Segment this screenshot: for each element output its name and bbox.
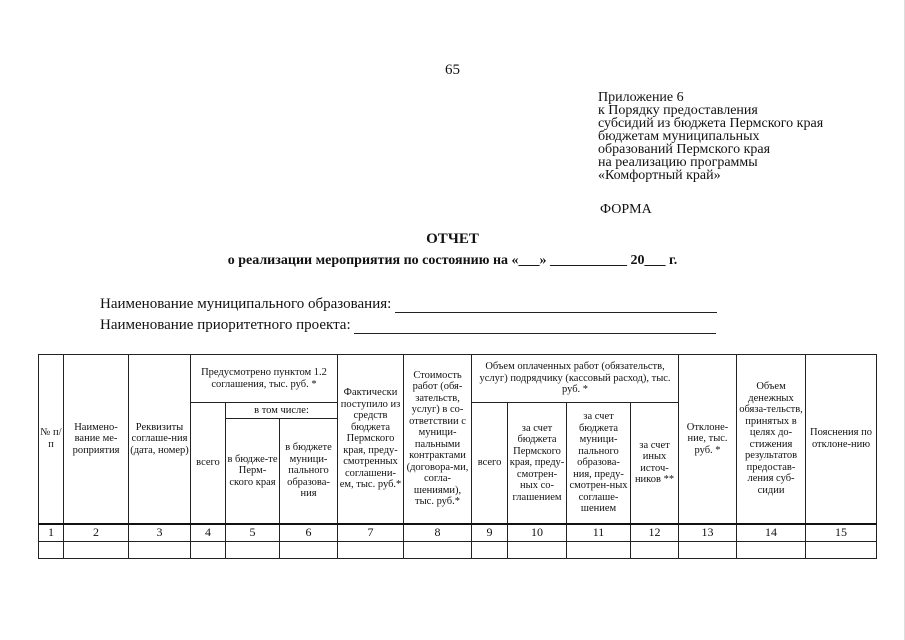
- appendix-block: [598, 91, 823, 182]
- column-number: 13: [679, 524, 737, 542]
- table-cell[interactable]: [404, 541, 472, 558]
- column-number: 10: [508, 524, 567, 542]
- table-cell[interactable]: [39, 541, 64, 558]
- header-name: Наимено-вание ме-роприятия: [64, 355, 129, 524]
- column-number: 8: [404, 524, 472, 542]
- table-cell[interactable]: [226, 541, 280, 558]
- column-numbers-row: [39, 524, 877, 542]
- header-deviation: Отклоне-ние, тыс. руб. *: [679, 355, 737, 524]
- column-number: 3: [129, 524, 191, 542]
- header-paid-municipal: за счет бюджета муници-пального образова-ния, преду-смотрен-ных соглаше-шением: [567, 403, 631, 524]
- header-explanation: Пояснения по отклоне-нию: [806, 355, 877, 524]
- header-paid-other: за счет иных источ-ников **: [631, 403, 679, 524]
- column-number: 5: [226, 524, 280, 542]
- municipality-input-line[interactable]: [395, 298, 717, 313]
- header-regional-budget: в бюдже-те Перм-ского края: [226, 419, 280, 524]
- header-municipal-budget: в бюджете муници-пального образова-ния: [280, 419, 338, 524]
- table-cell[interactable]: [737, 541, 806, 558]
- header-npp: № п/п: [39, 355, 64, 524]
- header-actual: Фактически поступило из средств бюджета Пермского края, преду-смотренных соглашени-ем, тыс. руб.*: [338, 355, 404, 524]
- header-row: [39, 355, 877, 403]
- project-label: Наименование приоритетного проекта:: [100, 317, 351, 333]
- header-paid-regional: за счет бюджета Пермского края, преду-смотрен-ных со-глашением: [508, 403, 567, 524]
- table-cell[interactable]: [508, 541, 567, 558]
- appendix-line: «Комфортный край»: [598, 168, 721, 183]
- page-number: 65: [445, 62, 460, 78]
- header-cost: Стоимость работ (обя-зательств, услуг) в со-ответствии с муници-пальными контрактами (договора-ми, согла-шениями), тыс. руб.*: [404, 355, 472, 524]
- column-number: 6: [280, 524, 338, 542]
- column-number: 11: [567, 524, 631, 542]
- table-cell[interactable]: [567, 541, 631, 558]
- appendix-line: образований Пермского края: [598, 142, 771, 157]
- table-cell[interactable]: [191, 541, 226, 558]
- report-table: [38, 354, 877, 559]
- table-cell[interactable]: [631, 541, 679, 558]
- report-subtitle: о реализации мероприятия по состоянию на «___» ___________ 20___ г.: [227, 253, 678, 268]
- header-total-a: всего: [191, 403, 226, 524]
- header-total-b: всего: [472, 403, 508, 524]
- column-number: 4: [191, 524, 226, 542]
- table-cell[interactable]: [472, 541, 508, 558]
- column-number: 9: [472, 524, 508, 542]
- column-number: 14: [737, 524, 806, 542]
- appendix-line: на реализацию программы: [598, 155, 758, 170]
- column-number: 2: [64, 524, 129, 542]
- header-incl: в том числе:: [226, 403, 338, 419]
- table-cell[interactable]: [64, 541, 129, 558]
- project-input-line[interactable]: [354, 319, 716, 334]
- table-cell[interactable]: [679, 541, 737, 558]
- form-label: ФОРМА: [600, 202, 652, 217]
- table-row: [39, 541, 877, 558]
- appendix-line: Приложение 6: [598, 90, 684, 105]
- header-paid-group: Объем оплаченных работ (обязательств, услуг) подрядчику (кассовый расход), тыс. руб. *: [472, 355, 679, 403]
- table-cell[interactable]: [806, 541, 877, 558]
- column-number: 7: [338, 524, 404, 542]
- column-number: 12: [631, 524, 679, 542]
- column-number: 15: [806, 524, 877, 542]
- header-requisites: Реквизиты соглаше-ния (дата, номер): [129, 355, 191, 524]
- appendix-line: бюджетам муниципальных: [598, 129, 760, 144]
- municipality-field: [100, 296, 717, 313]
- table-cell[interactable]: [338, 541, 404, 558]
- appendix-line: субсидий из бюджета Пермского края: [598, 116, 824, 131]
- header-measures: Объем денежных обяза-тельств, принятых в целях до-стижения результатов предостав-ления суб-сидии: [737, 355, 806, 524]
- report-title: ОТЧЕТ: [426, 231, 479, 247]
- project-field: [100, 317, 716, 334]
- column-number: 1: [39, 524, 64, 542]
- table-cell[interactable]: [280, 541, 338, 558]
- table-cell[interactable]: [129, 541, 191, 558]
- appendix-line: к Порядку предоставления: [598, 103, 758, 118]
- header-provided-group: Предусмотрено пунктом 1.2 соглашения, тыс. руб. *: [191, 355, 338, 403]
- municipality-label: Наименование муниципального образования:: [100, 296, 392, 312]
